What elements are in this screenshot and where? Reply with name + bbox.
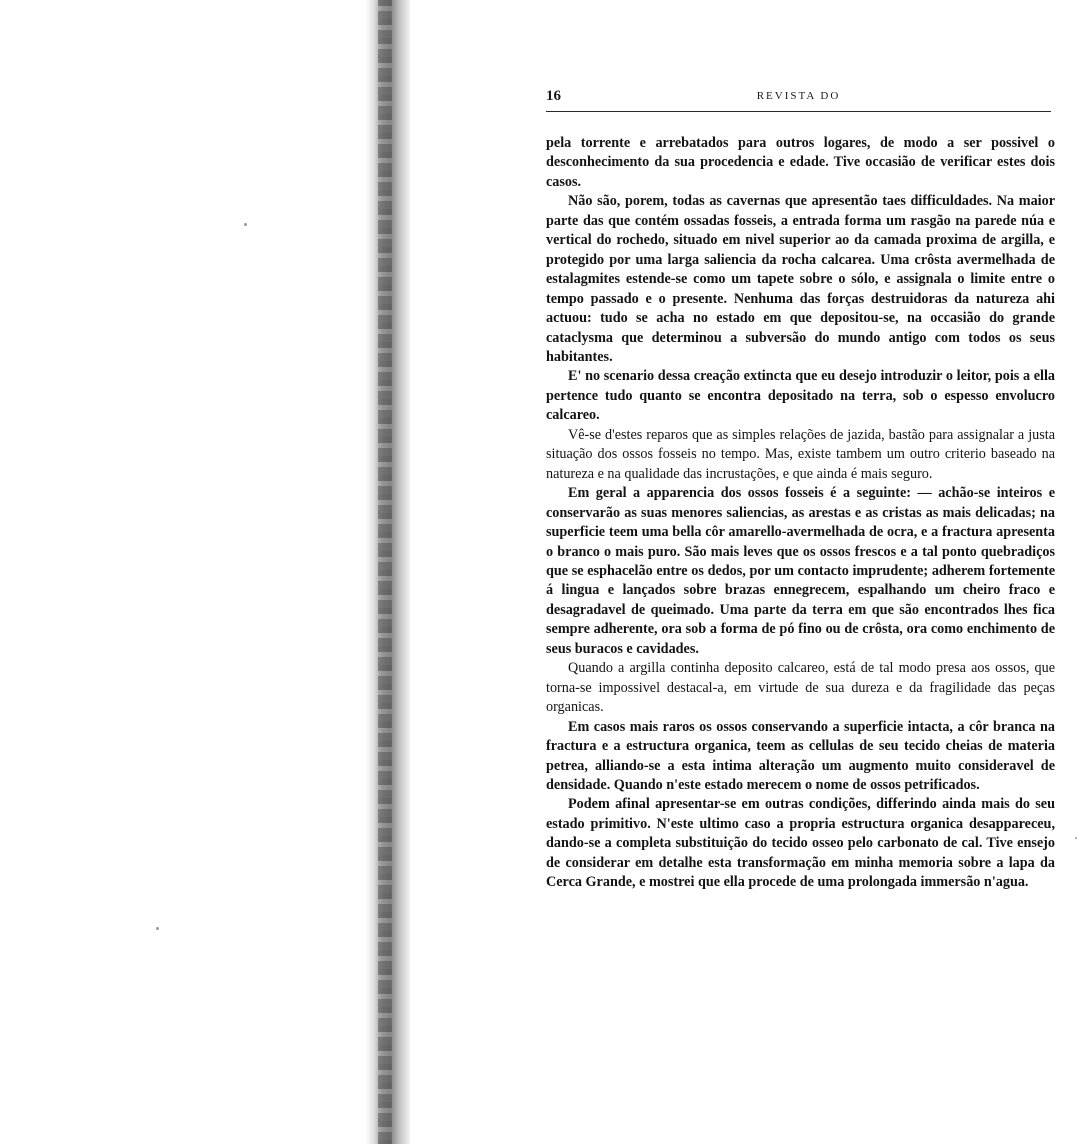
paragraph: Podem afinal apresentar-se em outras condições, differindo ainda mais do seu estado primitivo. N'este ultimo caso a propria estructura organica desappareceu, dando-se a completa substituição do tecido osseo pelo carbonato de cal. Tive ensejo de considerar em detalhe esta transformação em minha memoria sobre a lapa da Cerca Grande, e mostrei que ella procede de uma prolongada immersão n'agua. — [546, 796, 1055, 891]
scan-speck — [1075, 837, 1077, 839]
paragraph: Em casos mais raros os ossos conservando a superficie intacta, a côr branca na fractura e a estructura organica, teem as cellulas de seu tecido cheias de materia petrea, alliando-se a esta intima alteração um augmento muito consideravel de densidade. Quando n'este estado merecem o nome de ossos petrificados. — [546, 718, 1055, 793]
page-header — [546, 88, 1051, 110]
paragraph: Vê-se d'estes reparos que as simples relações de jazida, bastão para assignalar a justa situação dos ossos fosseis no tempo. Mas, existe tambem um outro criterio baseado na natureza e na qualidade das incrustações, e que ainda é mais seguro. — [546, 426, 1055, 482]
body-text — [546, 134, 1055, 893]
running-head: REVISTA DO — [756, 90, 841, 102]
paragraph: Não são, porem, todas as cavernas que apresentão taes difficuldades. Na maior parte das que contém ossadas fosseis, a entrada forma um rasgão na parede núa e vertical do rochedo, situado em nivel superior ao da camada proxima de argilla, e protegido por uma larga saliencia da rocha calcarea. Uma crôsta avermelhada de estalagmites estende-se como um tapete sobre o sólo, e assignala o limite entre o tempo passado e o presente. Nenhuma das forças destruidoras da natureza ahi actuou: tudo se acha no estado em que depositou-se, na occasião do grande cataclysma que determinou a subversão do mundo antigo com todos os seus habitantes. — [546, 193, 1055, 365]
scan-speck — [244, 223, 247, 226]
scan-speck — [156, 927, 159, 930]
book-gutter-shadow — [366, 0, 410, 1144]
paragraph: pela torrente e arrebatados para outros logares, de modo a ser possivel o desconhecimento da sua procedencia e edade. Tive occasião de verificar estes dois casos. — [546, 135, 1055, 190]
page-number: 16 — [546, 88, 561, 104]
paragraph: E' no scenario dessa creação extincta que eu desejo introduzir o leitor, pois a ella pertence tudo quanto se encontra depositado na terra, sob o espesso envolucro calcareo. — [546, 368, 1055, 424]
paragraph: Quando a argilla continha deposito calcareo, está de tal modo presa aos ossos, que torna-se impossivel destacal-a, em virtude de sua dureza e da fragilidade das peças organicas. — [546, 660, 1055, 716]
paragraph: Em geral a apparencia dos ossos fosseis é a seguinte: — achão-se inteiros e conservarão as suas menores saliencias, as arestas e as cristas as mais delicadas; na superficie teem uma bella côr amarello-avermelhada de ocra, e a fractura apresenta o branco o mais puro. São mais leves que os ossos frescos e a tal ponto quebradiços que se esphacelão entre os dedos, por um contacto imprudente; adherem fortemente á lingua e lançados sobre brazas ennegrecem, espalhando um cheiro fraco e desagradavel de queimado. Uma parte da terra em que são encontrados lhes fica sempre adherente, ora sob a forma de pó fino ou de crôsta, ora como enchimento de seus buracos e cavidades. — [546, 485, 1055, 657]
header-rule — [546, 111, 1051, 112]
